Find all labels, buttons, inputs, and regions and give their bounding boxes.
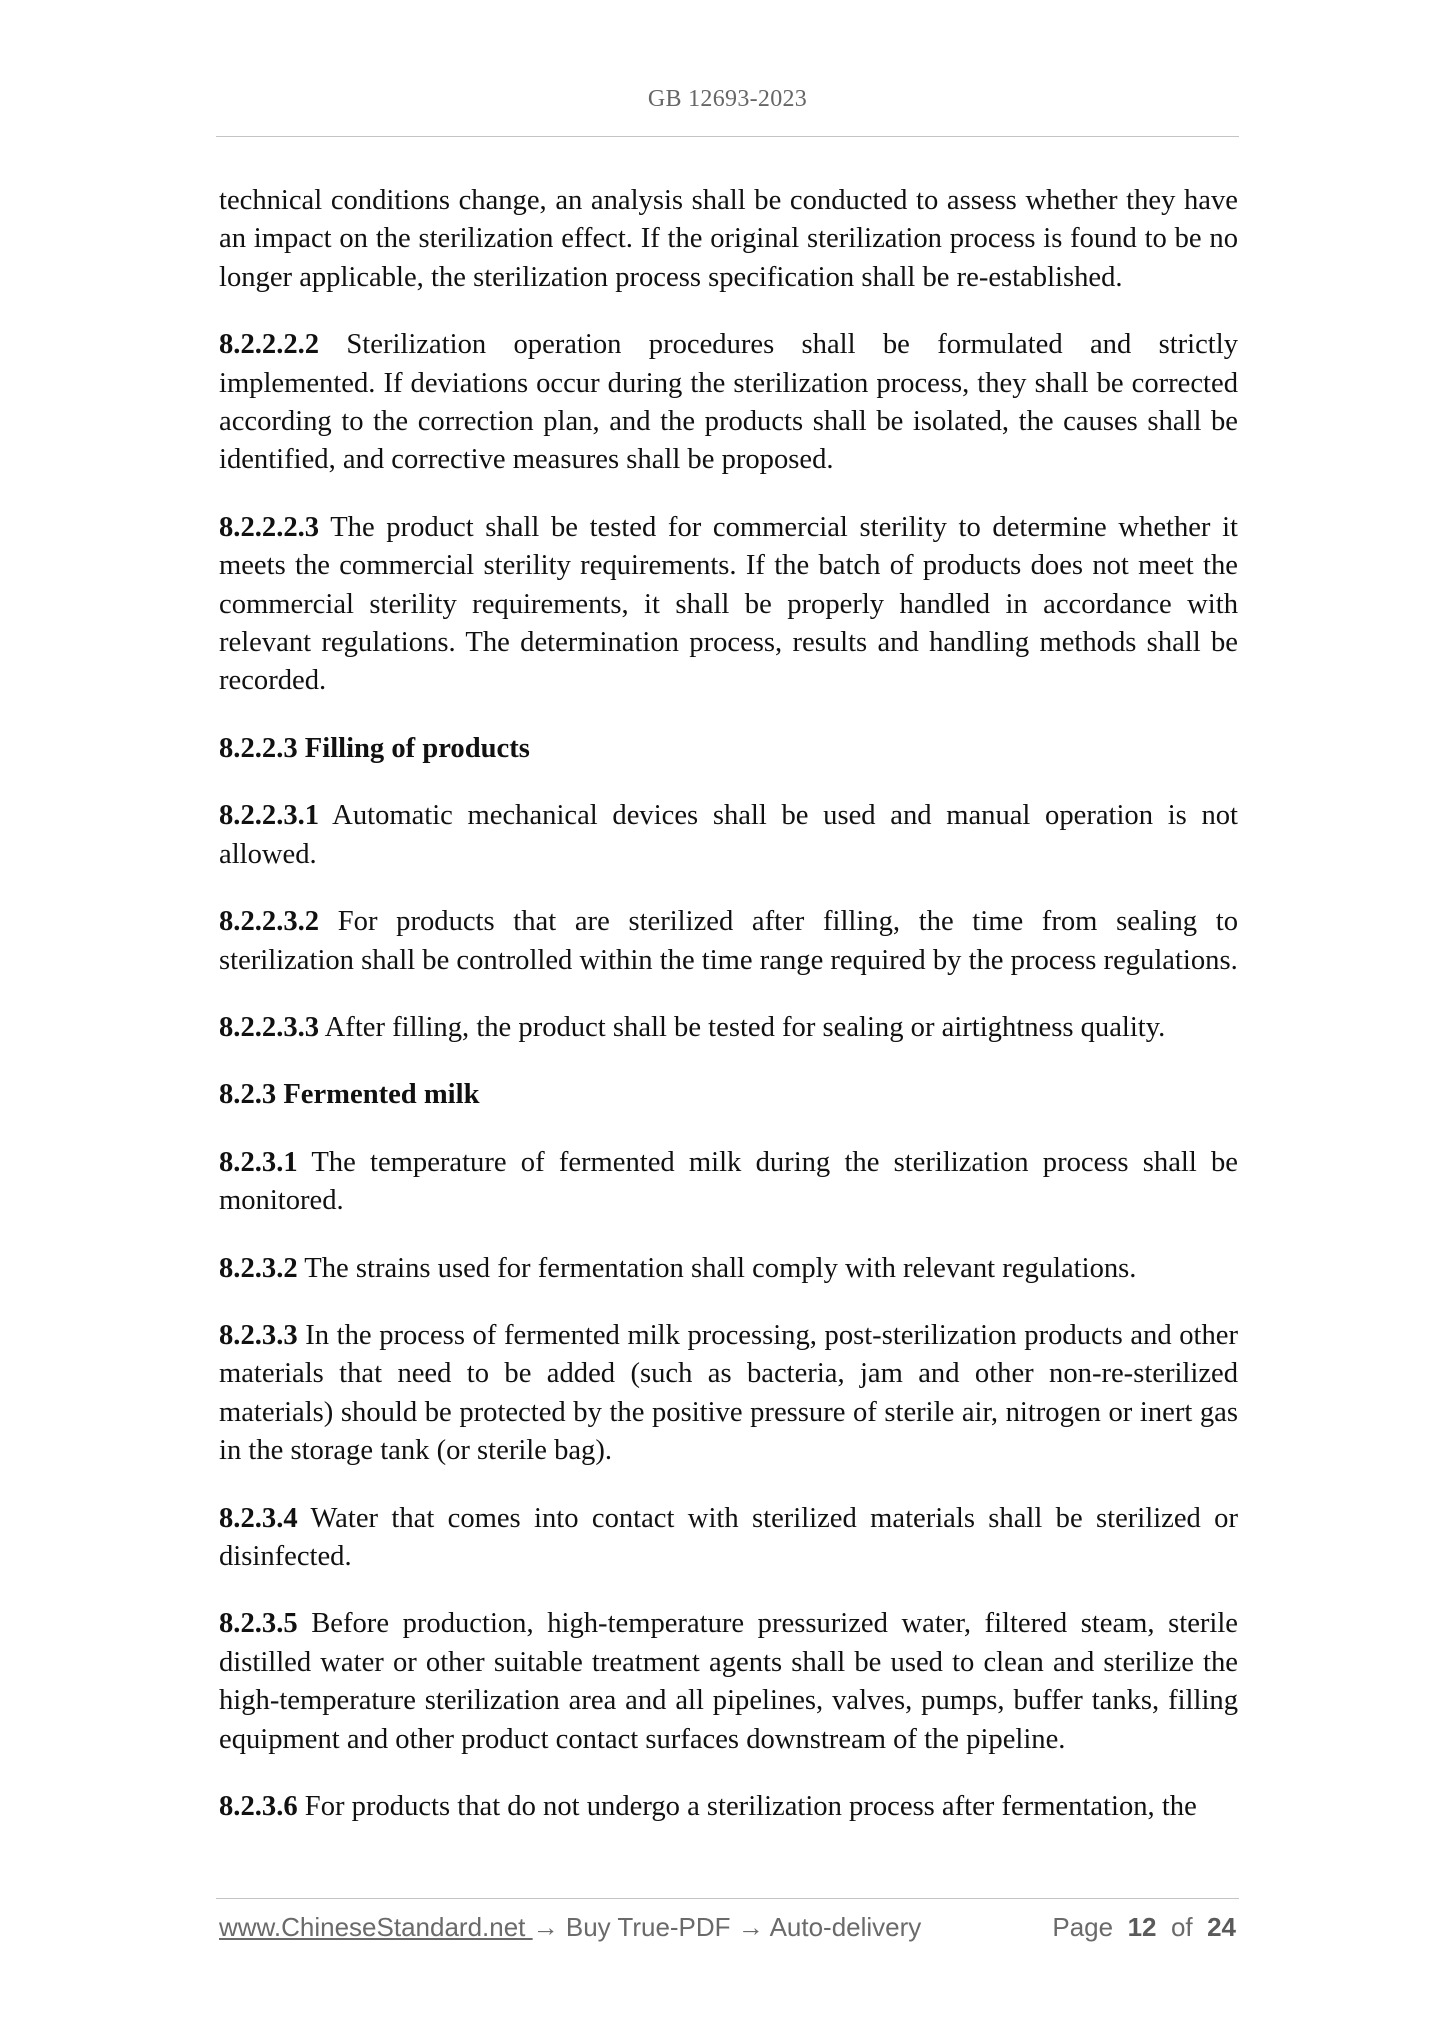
footer-promo	[219, 1912, 921, 1943]
clause-number: 8.2.3.1	[219, 1146, 298, 1178]
clause-number: 8.2.3.5	[219, 1608, 298, 1640]
paragraph-continuation	[219, 182, 1238, 297]
clause-number: 8.2.3.3	[219, 1319, 298, 1351]
clause-text: Water that comes into contact with sterilized materials shall be sterilized or disinfected.	[219, 1502, 1238, 1572]
page-of-label: of	[1170, 1912, 1193, 1942]
arrow-right-icon: →	[737, 1912, 764, 1942]
site-link[interactable]: www.ChineseStandard.net	[219, 1912, 533, 1942]
document-body	[219, 182, 1238, 1855]
clause-text: After filling, the product shall be tested for sealing or airtightness quality.	[319, 1011, 1166, 1043]
clause-8-2-3-5	[219, 1605, 1238, 1759]
clause-text: Automatic mechanical devices shall be used and manual operation is not allowed.	[219, 800, 1238, 870]
section-heading-fermented-milk: 8.2.3 Fermented milk	[219, 1079, 480, 1111]
clause-text: The strains used for fermentation shall comply with relevant regulations.	[297, 1252, 1137, 1284]
clause-text: For products that do not undergo a sterilization process after fermentation, the	[297, 1791, 1197, 1822]
clause-number: 8.2.2.2.2	[219, 329, 320, 361]
auto-delivery-text: Auto-delivery	[763, 1912, 922, 1942]
clause-8-2-3-2	[219, 1250, 1238, 1288]
page-current: 12	[1127, 1912, 1157, 1942]
page-footer	[219, 1912, 1236, 1952]
clause-8-2-2-3-2	[219, 903, 1238, 980]
clause-8-2-3-1	[219, 1144, 1238, 1221]
clause-text: Before production, high-temperature pressurized water, filtered steam, sterile distilled water or other suitable treatment agents shall be used to clean and sterilize the high-temperature sterilization area and all pipelines, valves, pumps, buffer tanks, filling equipment and other product contact surfaces downstream of the pipeline.	[219, 1608, 1238, 1755]
clause-8-2-2-3-1	[219, 797, 1238, 874]
clause-number: 8.2.2.2.3	[219, 511, 320, 543]
page-number	[1052, 1912, 1236, 1943]
clause-text: For products that are sterilized after filling, the time from sealing to sterilization shall be controlled within the time range required by the process regulations.	[219, 906, 1238, 976]
clause-number: 8.2.2.3.3	[219, 1011, 320, 1043]
clause-text: The product shall be tested for commercial sterility to determine whether it meets the commercial sterility requirements. If the batch of products does not meet the commercial sterility requirements, it shall be properly handled in accordance with relevant regulations. The determination process, results and handling methods shall be recorded.	[219, 511, 1238, 697]
page-header: GB 12693-2023	[647, 86, 808, 112]
clause-8-2-2-3-3	[219, 1009, 1238, 1047]
clause-number: 8.2.3.6	[219, 1791, 298, 1822]
buy-true-pdf-text: Buy True-PDF	[558, 1912, 738, 1942]
clause-text: In the process of fermented milk processing, post-sterilization products and other materials that need to be added (such as bacteria, jam and other non-re-sterilized materials) should be protected by the positive pressure of sterile air, nitrogen or inert gas in the storage tank (or sterile bag).	[219, 1319, 1238, 1467]
footer-divider	[216, 1898, 1239, 1899]
clause-text: Sterilization operation procedures shall be formulated and strictly implemented. If deviations occur during the sterilization process, they shall be corrected according to the correction plan, and the products shall be isolated, the causes shall be identified, and corrective measures shall be proposed.	[219, 329, 1238, 476]
clause-number: 8.2.2.3.2	[219, 906, 320, 938]
page-label: Page	[1052, 1912, 1114, 1942]
page-total: 24	[1207, 1912, 1236, 1942]
clause-text: The temperature of fermented milk during the sterilization process shall be monitored.	[219, 1146, 1238, 1217]
clause-8-2-2-2-2	[219, 326, 1238, 480]
clause-number: 8.2.3.4	[219, 1502, 298, 1534]
paragraph-text: technical conditions change, an analysis shall be conducted to assess whether they have an impact on the sterilization effect. If the original sterilization process is found to be no longer applicable, the sterilization process specification shall be re-established.	[219, 185, 1238, 293]
clause-8-2-3-3	[219, 1317, 1238, 1471]
clause-number: 8.2.2.3.1	[219, 800, 320, 832]
section-heading-filling-of-products: 8.2.2.3 Filling of products	[219, 732, 530, 764]
clause-8-2-3-6	[219, 1788, 1238, 1826]
clause-8-2-3-4	[219, 1500, 1238, 1577]
clause-number: 8.2.3.2	[219, 1252, 298, 1284]
clause-8-2-2-2-3	[219, 509, 1238, 701]
arrow-right-icon: →	[532, 1912, 559, 1942]
header-divider	[216, 136, 1239, 137]
